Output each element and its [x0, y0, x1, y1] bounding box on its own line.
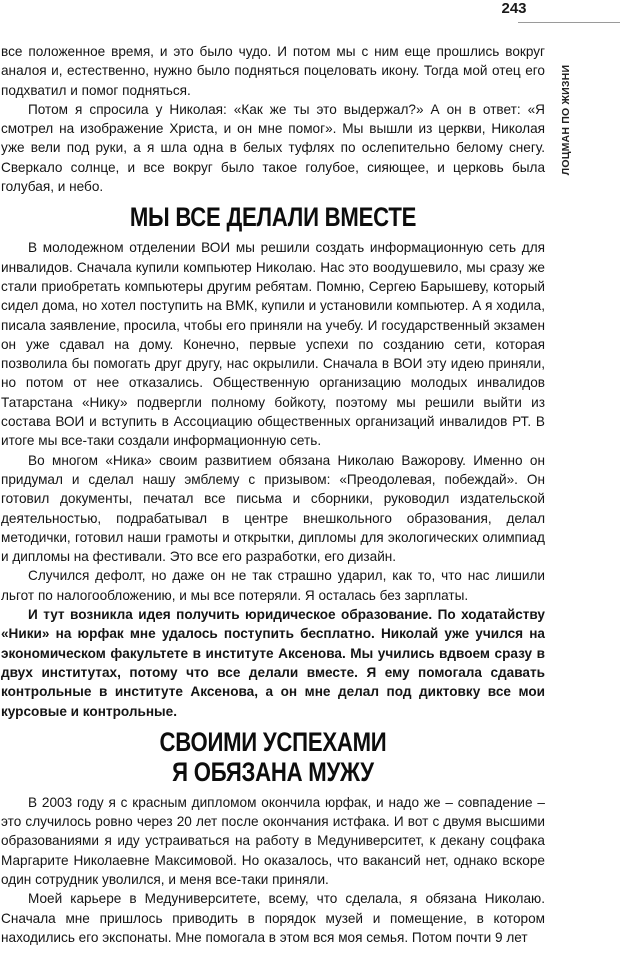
- paragraph: Моей карьере в Медуниверситете, всему, что сделала, я обязана Николаю. Сначала мне пришлось приводить в порядок музей и помещение, в котором находились его экспонаты. Мне помогала в этом вся моя семья. Потом почти 9 лет: [1, 891, 545, 945]
- page-number: 243: [501, 0, 527, 17]
- paragraph: В молодежном отделении ВОИ мы решили создать информационную сеть для инвалидов. Сначала купили компьютер Николаю. Нас это воодушевило, мы сразу же стали приобретать компьютеры другим ребятам. Помню, Сергею Барышеву, который сидел дома, но хотел поступить на ВМК, купили и установили компьютер. А я ходила, писала заявление, просила, чтобы его приняли на учебу. И государственный экзамен он уже сдавал на дому. Конечно, первые успехи по созданию сети, которая позволила бы помогать друг другу, нас окрылили. Сначала в ВОИ эту идею приняли, но потом от нее отказались. Общественную организацию молодых инвалидов Татарстана «Нику» подвергли полному бойкоту, поэтому мы решили выйти из состава ВОИ и вступить в Ассоциацию общественных организаций инвалидов РТ. В итоге мы все-таки создали информационную сеть.: [1, 240, 545, 449]
- section-heading: [50, 727, 496, 787]
- side-running-title-text: ЛОЦМАН ПО ЖИЗНИ: [560, 64, 572, 176]
- paragraph: Во многом «Ника» своим развитием обязана Николаю Важорову. Именно он придумал и сделал нашу эмблему с призывом: «Преодолевая, побеждай». Он готовил документы, печатал все письма и сборники, руководил издательской деятельностью, подрабатывал в центре внешкольного образования, делал методички, готовил наши грамоты и открытки, дипломы для экологических олимпиад и дипломы на фестивали. Это все его разработки, его дизайн.: [1, 452, 545, 565]
- paragraph: Случился дефолт, но даже он не так страшно ударил, как то, что нас лишили льгот по налогообложению, и мы все потеряли. Я осталась без зарплаты.: [1, 568, 545, 603]
- article-body: [1, 42, 545, 947]
- paragraph: Потом я спросила у Николая: «Как же ты это выдержал?» А он в ответ: «Я смотрел на изображение Христа, и он мне помог». Мы вышли из церкви, Николая уже вели под руки, а я шла одна в белых туфлях по ослепительно белому снегу. Сверкало солнце, и все вокруг было такое голубое, сияющее, и церковь была голубая, и небо.: [1, 101, 545, 195]
- paragraph: И тут возникла идея получить юридическое образование. По ходатайству «Ники» на юрфак мне удалось поступить бесплатно. Николай уже учился на экономическом факультете в институте Аксенова. Мы учились вдвоем сразу в двух институтах, потому что все делали вместе. Я ему помогала сдавать контрольные в институте Аксенова, а он мне делал под диктовку все мои курсовые и контрольные.: [1, 607, 545, 719]
- paragraph: все положенное время, и это было чудо. И потом мы с ним еще прошлись вокруг аналоя и, естественно, нужно было подняться поцеловать икону. Тогда мой отец его подхватил и помог подняться.: [1, 44, 545, 98]
- section-heading-line: Я ОБЯЗАНА МУЖУ: [172, 756, 374, 787]
- section-heading-line: МЫ ВСЕ ДЕЛАЛИ ВМЕСТЕ: [129, 202, 417, 233]
- side-running-title: [558, 44, 574, 196]
- section-heading-line: СВОИМИ УСПЕХАМИ: [159, 726, 387, 757]
- header-rule: [518, 22, 620, 23]
- section-heading: [50, 202, 496, 232]
- paragraph: В 2003 году я с красным дипломом окончила юрфак, и надо же – совпадение – это случилось ровно через 20 лет после окончания истфака. И вот с двумя высшими образованиями я иду устраиваться на работу в Медуниверситет, к декану соцфака Маргарите Николаевне Максимовой. Но оказалось, что вакансий нет, однако вскоре один сотрудник уволился, и меня все-таки приняли.: [1, 794, 545, 887]
